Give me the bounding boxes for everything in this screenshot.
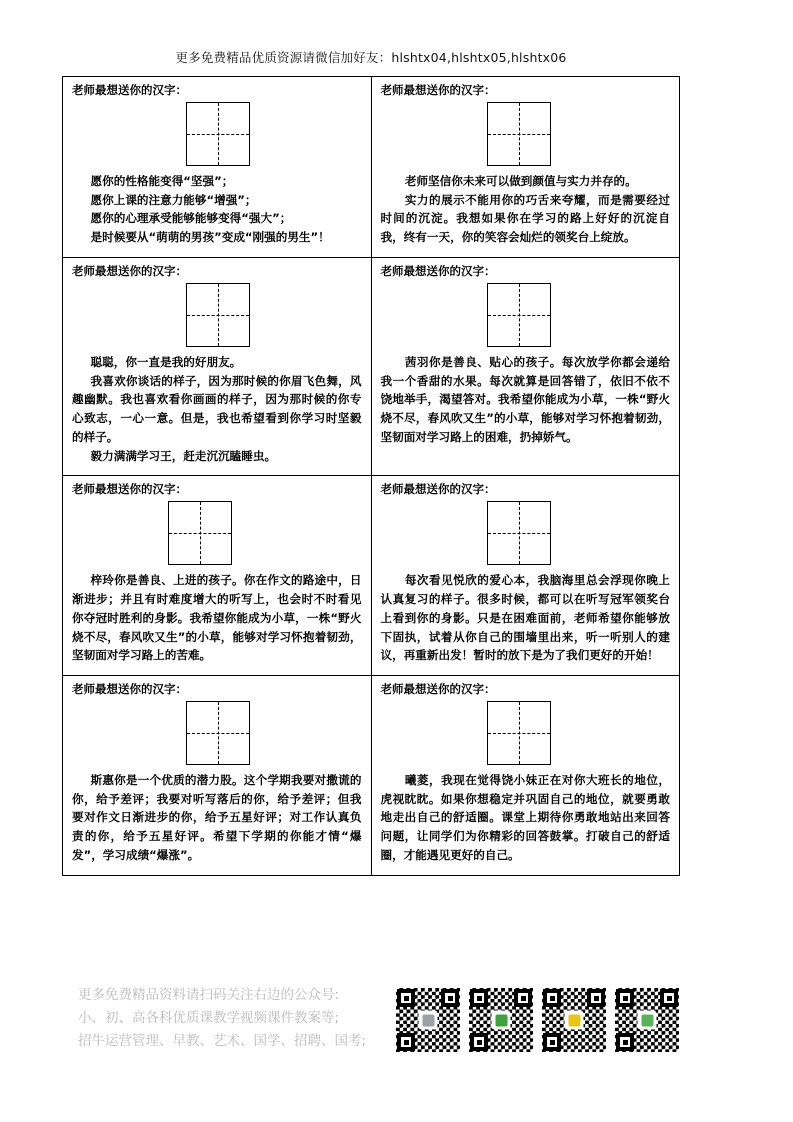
card-heading: 老师最想送你的汉字： bbox=[72, 682, 187, 697]
qr-logo-swatch-2 bbox=[495, 1014, 507, 1026]
qr-finder-bottom-left bbox=[397, 1033, 415, 1051]
card-body bbox=[381, 353, 671, 447]
card-paragraph: 曦菱，我现在觉得饶小妹正在对你大班长的地位，虎视眈眈。如果你想稳定并巩固自己的地位，就要勇敢地走出自己的舒适圈。课堂上期待你勇敢地站出来回答问题，让同学们为你精彩的回答鼓掌。打破自己的舒适圈，才能遇见更好的自己。 bbox=[380, 772, 670, 863]
tianzige-horizontal-guide bbox=[488, 733, 550, 734]
tianzige-horizontal-guide bbox=[488, 315, 550, 316]
comment-card-3 bbox=[63, 257, 372, 475]
tianzige-box bbox=[487, 501, 551, 565]
tianzige-box bbox=[487, 102, 551, 166]
card-paragraph: 聪聪，你一直是我的好朋友。 bbox=[90, 354, 242, 369]
card-body bbox=[72, 172, 362, 247]
tianzige-horizontal-guide bbox=[187, 733, 249, 734]
tianzige-box bbox=[487, 701, 551, 765]
card-body bbox=[72, 353, 362, 466]
tianzige-box bbox=[186, 283, 250, 347]
card-body bbox=[381, 771, 671, 865]
tianzige-wrapper bbox=[72, 499, 362, 571]
card-paragraph: 老师坚信你未来可以做到颜值与实力并存的。 bbox=[404, 173, 637, 188]
footer-promo-block bbox=[78, 980, 708, 1070]
qr-logo-swatch-3 bbox=[568, 1014, 580, 1026]
tianzige-wrapper bbox=[72, 699, 362, 771]
table-row bbox=[63, 676, 680, 876]
card-paragraph: 我喜欢你谈话的样子，因为那时候的你眉飞色舞，风趣幽默。我也喜欢看你画画的样子，因为那时候的你专心致志，一心一意。但是，我也希望看到你学习时坚毅的样子。 bbox=[72, 373, 362, 444]
card-paragraph: 愿你上课的注意力能够“增强”； bbox=[90, 192, 257, 207]
qr-code-row bbox=[396, 988, 679, 1052]
qr-code-3 bbox=[542, 988, 606, 1052]
card-heading: 老师最想送你的汉字： bbox=[72, 263, 187, 278]
qr-finder-bottom-left bbox=[616, 1033, 634, 1051]
card-heading: 老师最想送你的汉字： bbox=[72, 83, 187, 97]
qr-code-4 bbox=[615, 988, 679, 1052]
qr-finder-bottom-left bbox=[470, 1033, 488, 1051]
tianzige-box bbox=[168, 501, 232, 565]
card-heading: 老师最想送你的汉字： bbox=[380, 83, 496, 97]
tianzige-wrapper bbox=[381, 100, 671, 172]
tianzige-horizontal-guide bbox=[488, 134, 550, 135]
qr-logo-swatch-1 bbox=[422, 1014, 434, 1026]
table-row bbox=[63, 257, 680, 475]
footer-promo-text bbox=[78, 984, 398, 1054]
card-paragraph: 斯惠你是一个优质的潜力股。这个学期我要对撒谎的你，给予差评；我要对听写落后的你，给予差评；但我要对作文日渐进步的你，给予五星好评；对工作认真负责的你，给予五星好评。希望下学期的你能才情“爆发”，学习成绩“爆涨”。 bbox=[72, 772, 362, 863]
comment-card-7 bbox=[63, 676, 372, 876]
tianzige-box bbox=[487, 283, 551, 347]
tianzige-wrapper bbox=[381, 281, 671, 353]
comment-card-6 bbox=[371, 476, 680, 676]
card-heading: 老师最想送你的汉字： bbox=[380, 682, 496, 697]
comment-card-5 bbox=[63, 476, 372, 676]
card-paragraph: 茜羽你是善良、贴心的孩子。每次放学你都会递给我一个香甜的水果。每次就算是回答错了，依旧不依不饶地举手，渴望答对。我希望你能成为小草，一株“野火烧不尽，春风吹又生”的小草，能够对学习怀抱着韧劲，坚韧面对学习路上的困难，扔掉娇气。 bbox=[380, 354, 670, 444]
footer-promo-line: 更多免费精品资料请扫码关注右边的公众号: bbox=[78, 987, 340, 1003]
qr-center-logo bbox=[419, 1011, 438, 1030]
card-paragraph: 毅力满满学习王，赶走沉沉瞌睡虫。 bbox=[90, 448, 277, 463]
tianzige-box bbox=[186, 701, 250, 765]
tianzige-wrapper bbox=[381, 699, 671, 771]
comment-card-2 bbox=[371, 77, 680, 258]
card-paragraph: 实力的展示不能用你的巧舌来夸耀，而是需要经过时间的沉淀。我想如果你在学习的路上好好的沉淀自我，终有一天，你的笑容会灿烂的领奖台上绽放。 bbox=[380, 192, 670, 245]
qr-center-logo bbox=[492, 1011, 511, 1030]
tianzige-box bbox=[186, 102, 250, 166]
tianzige-horizontal-guide bbox=[187, 315, 249, 316]
table-row bbox=[63, 476, 680, 676]
comment-card-4 bbox=[371, 257, 680, 475]
card-heading: 老师最想送你的汉字： bbox=[380, 263, 496, 278]
footer-promo-line: 小、初、高各科优质课教学视频课件教案等; bbox=[78, 1010, 340, 1027]
comment-card-1 bbox=[63, 77, 372, 258]
card-heading: 老师最想送你的汉字： bbox=[72, 482, 187, 497]
footer-promo-line: 招牛运营管理、早教、艺术、国学、招聘、国考; bbox=[78, 1033, 367, 1050]
tianzige-wrapper bbox=[72, 281, 362, 353]
qr-center-logo bbox=[638, 1011, 657, 1030]
qr-logo-swatch-4 bbox=[641, 1014, 653, 1026]
qr-finder-bottom-left bbox=[543, 1033, 561, 1051]
tianzige-wrapper bbox=[72, 100, 362, 172]
qr-code-1 bbox=[396, 988, 460, 1052]
comment-card-8 bbox=[371, 676, 680, 876]
card-paragraph: 梓玲你是善良、上进的孩子。你在作文的路途中，日渐进步；并且有时难度增大的听写上，也会时不时看见你夺冠时胜利的身影。我希望你能成为小草，一株“野火烧不尽，春风吹又生”的小草，能够对学习怀抱着韧劲，坚韧面对学习路上的苦难。 bbox=[72, 573, 362, 663]
card-body bbox=[72, 571, 362, 665]
tianzige-wrapper bbox=[381, 499, 671, 571]
page-header-promo: 更多免费精品优质资源请微信加好友：hlshtx04,hlshtx05,hlshtx06 bbox=[175, 50, 567, 65]
card-paragraph: 愿你的性格能变得“坚强”； bbox=[90, 173, 234, 188]
qr-code-2 bbox=[469, 988, 533, 1052]
card-paragraph: 是时候要从“萌萌的男孩”变成“刚强的男生”！ bbox=[90, 230, 330, 245]
tianzige-horizontal-guide bbox=[187, 134, 249, 135]
card-body bbox=[381, 571, 671, 665]
card-paragraph: 每次看见悦欣的爱心本，我脑海里总会浮现你晚上认真复习的样子。很多时候，都可以在听写冠军领奖台上看到你的身影。只是在困难面前，老师希望你能够放下固执，试着从你自己的围墙里出来，听一听别人的建议，再重新出发！暂时的放下是为了我们更好的开始！ bbox=[380, 573, 670, 663]
card-heading: 老师最想送你的汉字： bbox=[380, 482, 496, 497]
tianzige-horizontal-guide bbox=[169, 533, 231, 534]
comment-cards-table bbox=[62, 76, 680, 876]
card-body bbox=[72, 771, 362, 865]
tianzige-horizontal-guide bbox=[488, 533, 550, 534]
card-paragraph: 愿你的心理承受能够能够变得“强大”； bbox=[90, 211, 292, 226]
card-body bbox=[381, 172, 671, 247]
qr-center-logo bbox=[565, 1011, 584, 1030]
table-row bbox=[63, 77, 680, 258]
